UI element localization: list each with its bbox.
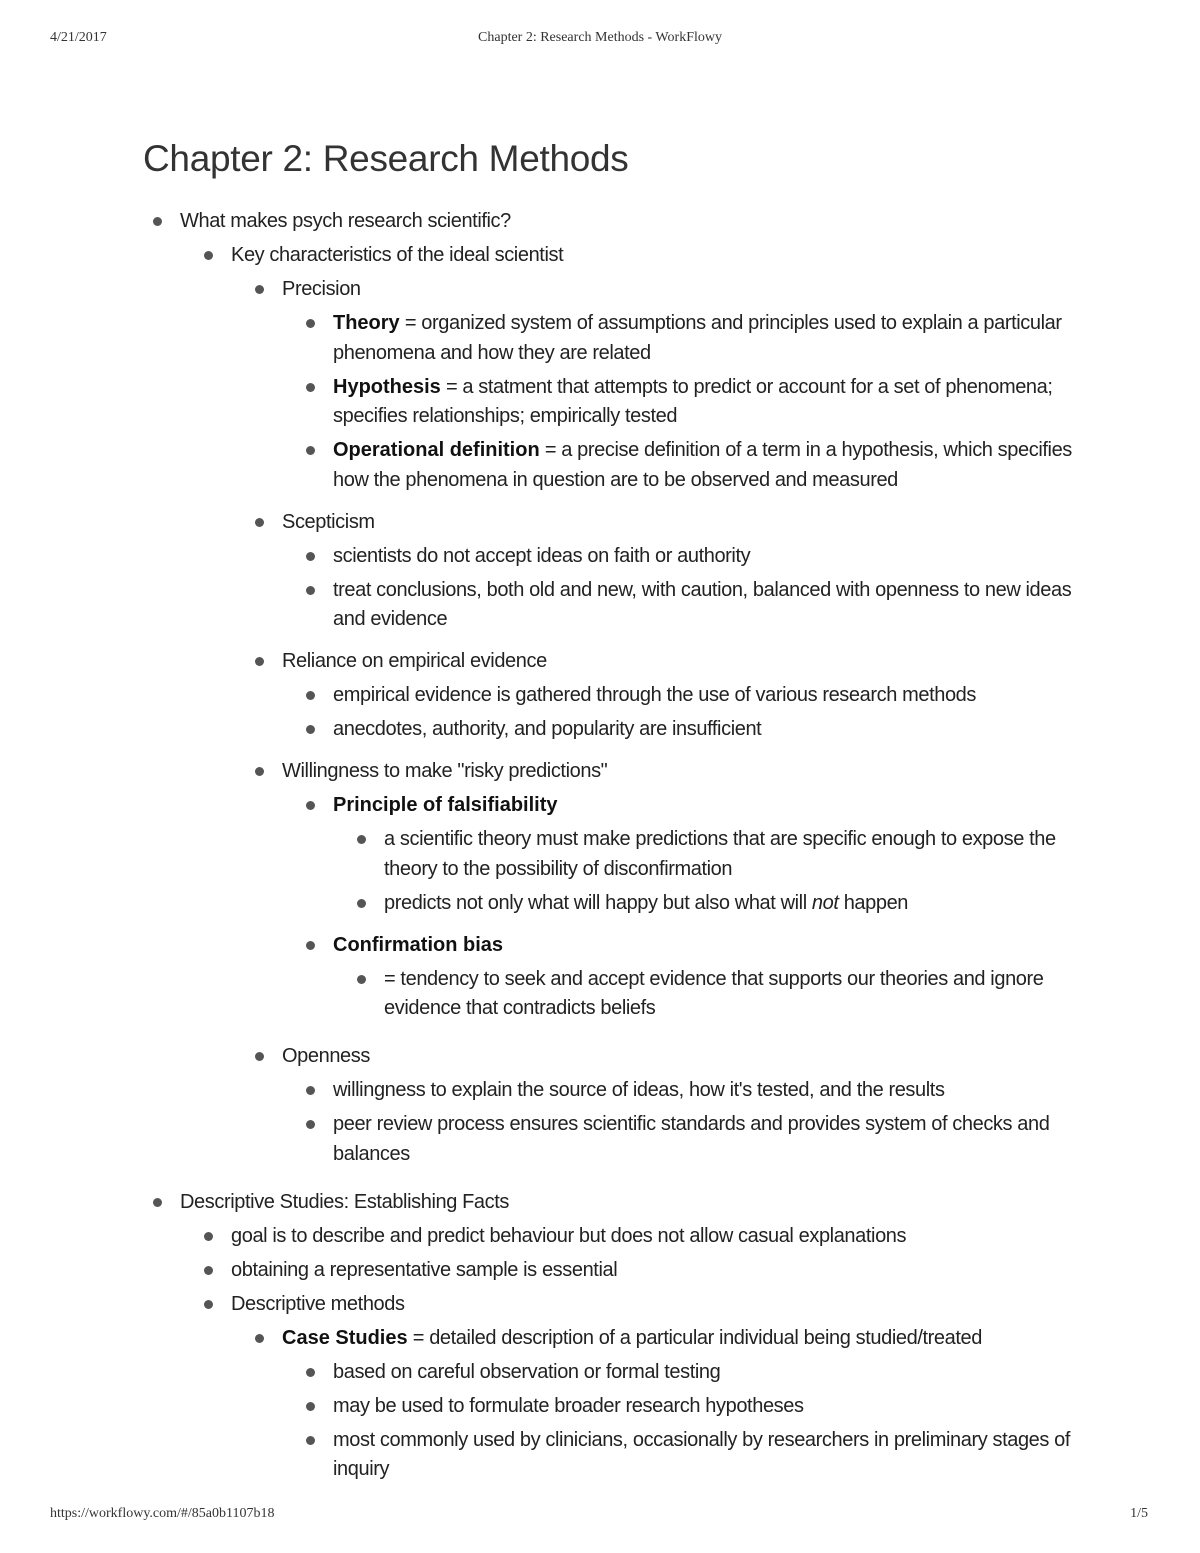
list-item	[333, 929, 1080, 1027]
outline-item-scepticism-b[interactable]: treat conclusions, both old and new, with caution, balanced with openness to new ideas and evidence	[333, 574, 1080, 638]
list-item	[231, 239, 1080, 1172]
list-item	[333, 713, 1080, 747]
definition-hypothesis: = a statment that attempts to predict or account for a set of phenomena; specifies relationships; empirically tested	[333, 375, 1053, 427]
outline-item-willingness[interactable]: Willingness to make "risky predictions"	[282, 755, 1080, 789]
list-item	[384, 963, 1080, 1027]
outline-item-key-characteristics[interactable]: Key characteristics of the ideal scientist	[231, 239, 1080, 273]
outline-item-falsifiability-b[interactable]	[384, 887, 1080, 921]
outline-item-openness-a[interactable]: willingness to explain the source of ideas, how it's tested, and the results	[333, 1074, 1080, 1108]
list-item	[333, 1074, 1080, 1108]
outline-item-reliance-b[interactable]: anecdotes, authority, and popularity are insufficient	[333, 713, 1080, 747]
outline-item-descriptive-b[interactable]: obtaining a representative sample is essential	[231, 1254, 1080, 1288]
text-segment: predicts not only what will happy but also what will	[384, 891, 812, 914]
list-item	[333, 371, 1080, 435]
outline-item-precision[interactable]: Precision	[282, 273, 1080, 307]
outline-item-case-c[interactable]: most commonly used by clinicians, occasionally by researchers in preliminary stages of inquiry	[333, 1424, 1080, 1488]
print-url: https://workflowy.com/#/85a0b1107b18	[50, 1506, 275, 1521]
list-item	[231, 1254, 1080, 1288]
outline-item-reliance-a[interactable]: empirical evidence is gathered through the use of various research methods	[333, 679, 1080, 713]
list-item	[180, 205, 1080, 1172]
print-date: 4/21/2017	[50, 30, 107, 45]
list-item	[180, 1186, 1080, 1488]
list-item	[333, 1356, 1080, 1390]
outline	[180, 205, 1080, 1487]
list-item	[231, 1220, 1080, 1254]
outline-item-scepticism-a[interactable]: scientists do not accept ideas on faith or authority	[333, 540, 1080, 574]
list-item	[333, 1108, 1080, 1172]
term-theory: Theory	[333, 312, 400, 334]
outline-item-descriptive-methods[interactable]: Descriptive methods	[231, 1288, 1080, 1322]
outline-item-descriptive-studies[interactable]: Descriptive Studies: Establishing Facts	[180, 1186, 1080, 1220]
list-item	[282, 645, 1080, 747]
outline-item-operational-definition[interactable]	[333, 434, 1080, 498]
outline-item-theory[interactable]	[333, 307, 1080, 371]
outline-item-falsifiability[interactable]	[333, 789, 1080, 823]
definition-operational-definition: = a precise definition of a term in a hypothesis, which specifies how the phenomena in question are to be observed and measured	[333, 439, 1072, 491]
outline-item-openness[interactable]: Openness	[282, 1040, 1080, 1074]
list-item	[282, 1322, 1080, 1488]
list-item	[333, 434, 1080, 498]
definition-theory: = organized system of assumptions and principles used to explain a particular phenomena and how they are related	[333, 312, 1062, 364]
outline-item-research-scientific[interactable]: What makes psych research scientific?	[180, 205, 1080, 239]
list-item	[333, 1390, 1080, 1424]
outline-item-falsifiability-a[interactable]: a scientific theory must make predictions that are specific enough to expose the theory to the possibility of disconfirmation	[384, 823, 1080, 887]
outline-item-case-a[interactable]: based on careful observation or formal testing	[333, 1356, 1080, 1390]
list-item	[231, 1288, 1080, 1488]
outline-item-scepticism[interactable]: Scepticism	[282, 506, 1080, 540]
list-item	[333, 307, 1080, 371]
term-falsifiability: Principle of falsifiability	[333, 794, 558, 816]
outline-item-descriptive-a[interactable]: goal is to describe and predict behaviour but does not allow casual explanations	[231, 1220, 1080, 1254]
term-operational-definition: Operational definition	[333, 439, 540, 461]
list-item	[282, 755, 1080, 1026]
outline-item-confirmation-a[interactable]: = tendency to seek and accept evidence that supports our theories and ignore evidence that contradicts beliefs	[384, 963, 1080, 1027]
list-item	[384, 823, 1080, 887]
list-item	[282, 506, 1080, 638]
term-hypothesis: Hypothesis	[333, 375, 441, 398]
term-confirmation-bias: Confirmation bias	[333, 933, 504, 956]
definition-case-studies: = detailed description of a particular individual being studied/treated	[407, 1326, 982, 1349]
list-item	[333, 574, 1080, 638]
emphasis-text: not	[811, 891, 839, 914]
list-item	[384, 887, 1080, 921]
text-segment: happen	[838, 891, 909, 914]
list-item	[333, 540, 1080, 574]
outline-item-hypothesis[interactable]	[333, 371, 1080, 435]
list-item	[333, 679, 1080, 713]
outline-item-case-studies[interactable]	[282, 1322, 1080, 1356]
outline-item-case-b[interactable]: may be used to formulate broader research hypotheses	[333, 1390, 1080, 1424]
outline-item-confirmation-bias[interactable]	[333, 929, 1080, 963]
print-title: Chapter 2: Research Methods - WorkFlowy	[478, 30, 722, 45]
page-number: 1/5	[1130, 1506, 1148, 1521]
list-item	[282, 273, 1080, 498]
list-item	[282, 1040, 1080, 1172]
outline-item-reliance[interactable]: Reliance on empirical evidence	[282, 645, 1080, 679]
outline-item-openness-b[interactable]: peer review process ensures scientific standards and provides system of checks and balances	[333, 1108, 1080, 1172]
page-title: Chapter 2: Research Methods	[143, 138, 629, 179]
list-item	[333, 789, 1080, 921]
list-item	[333, 1424, 1080, 1488]
term-case-studies: Case Studies	[282, 1326, 408, 1349]
